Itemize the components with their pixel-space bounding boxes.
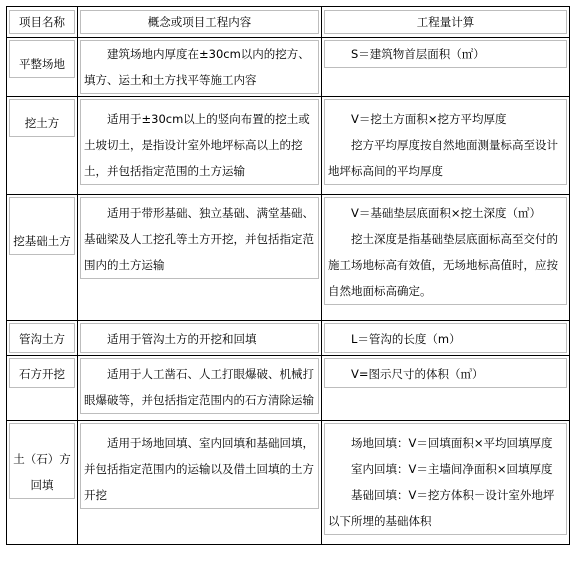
row-content: 适用于人工凿石、人工打眼爆破、机械打眼爆破等，并包括指定范围内的石方清除运输 [84,367,314,407]
row-calc-line: L＝管沟的长度（m） [351,332,461,346]
row-calc-line: 场地回填：V＝回填面积×平均回填厚度 [351,436,553,450]
table-row [7,321,570,356]
table-row [7,97,570,195]
row-name: 管沟土方 [19,332,65,346]
table-row [7,195,570,321]
row-calc-line: 基础回填：V＝挖方体积－设计室外地坪以下所埋的基础体积 [328,488,555,528]
calc-cell [322,356,570,421]
row-calc-line: V＝挖土方面积×挖方平均厚度 [351,112,507,126]
name-cell [7,356,78,421]
content-cell [78,38,322,97]
row-name: 土（石）方回填 [13,452,71,492]
row-calc-line: V＝基础垫层底面积×挖土深度（㎥） [351,206,542,220]
calc-cell [322,97,570,195]
content-cell [78,421,322,545]
header-content: 概念或项目工程内容 [147,15,252,29]
row-name: 石方开挖 [19,367,65,381]
table [6,6,570,545]
name-cell [7,195,78,321]
name-cell [7,421,78,545]
row-calc-line: 挖土深度是指基础垫层底面标高至交付的施工场地标高有效值，无场地标高值时，应按自然地面标高确定。 [328,232,558,298]
header-cell-calc [322,7,570,38]
table-row [7,356,570,421]
header-cell-content [78,7,322,38]
row-name: 平整场地 [19,57,65,71]
row-name: 挖基础土方 [13,234,71,248]
row-content: 适用于管沟土方的开挖和回填 [107,332,257,346]
row-calc-line: V=图示尺寸的体积（㎥） [351,367,484,381]
row-content: 适用于带形基础、独立基础、满堂基础、基础梁及人工挖孔等土方开挖，并包括指定范围内的土方运输 [84,206,314,272]
row-calc-line: S＝建筑物首层面积（㎡） [351,47,485,61]
row-content: 建筑场地内厚度在±30cm以内的挖方、填方、运土和土方找平等施工内容 [84,47,310,87]
header-calc: 工程量计算 [416,15,475,29]
calc-cell [322,38,570,97]
row-name: 挖土方 [24,116,60,130]
content-cell [78,321,322,356]
name-cell [7,97,78,195]
header-cell-name [7,7,78,38]
row-calc-line: 室内回填：V＝主墙间净面积×回填厚度 [351,462,553,476]
table-row [7,38,570,97]
table-row [7,421,570,545]
calc-cell [322,195,570,321]
row-calc-line: 挖方平均厚度按自然地面测量标高至设计地坪标高间的平均厚度 [328,138,558,178]
row-content: 适用于±30cm以上的竖向布置的挖土或土坡切土，是指设计室外地坪标高以上的挖土，并包括指定范围的土方运输 [84,112,310,178]
engineering-quantity-table [6,6,569,563]
header-row [7,7,570,38]
content-cell [78,356,322,421]
calc-cell [322,421,570,545]
row-content: 适用于场地回填、室内回填和基础回填，并包括指定范围内的运输以及借土回填的土方开挖 [84,436,314,502]
header-name: 项目名称 [19,15,65,29]
name-cell [7,38,78,97]
name-cell [7,321,78,356]
content-cell [78,195,322,321]
calc-cell [322,321,570,356]
content-cell [78,97,322,195]
